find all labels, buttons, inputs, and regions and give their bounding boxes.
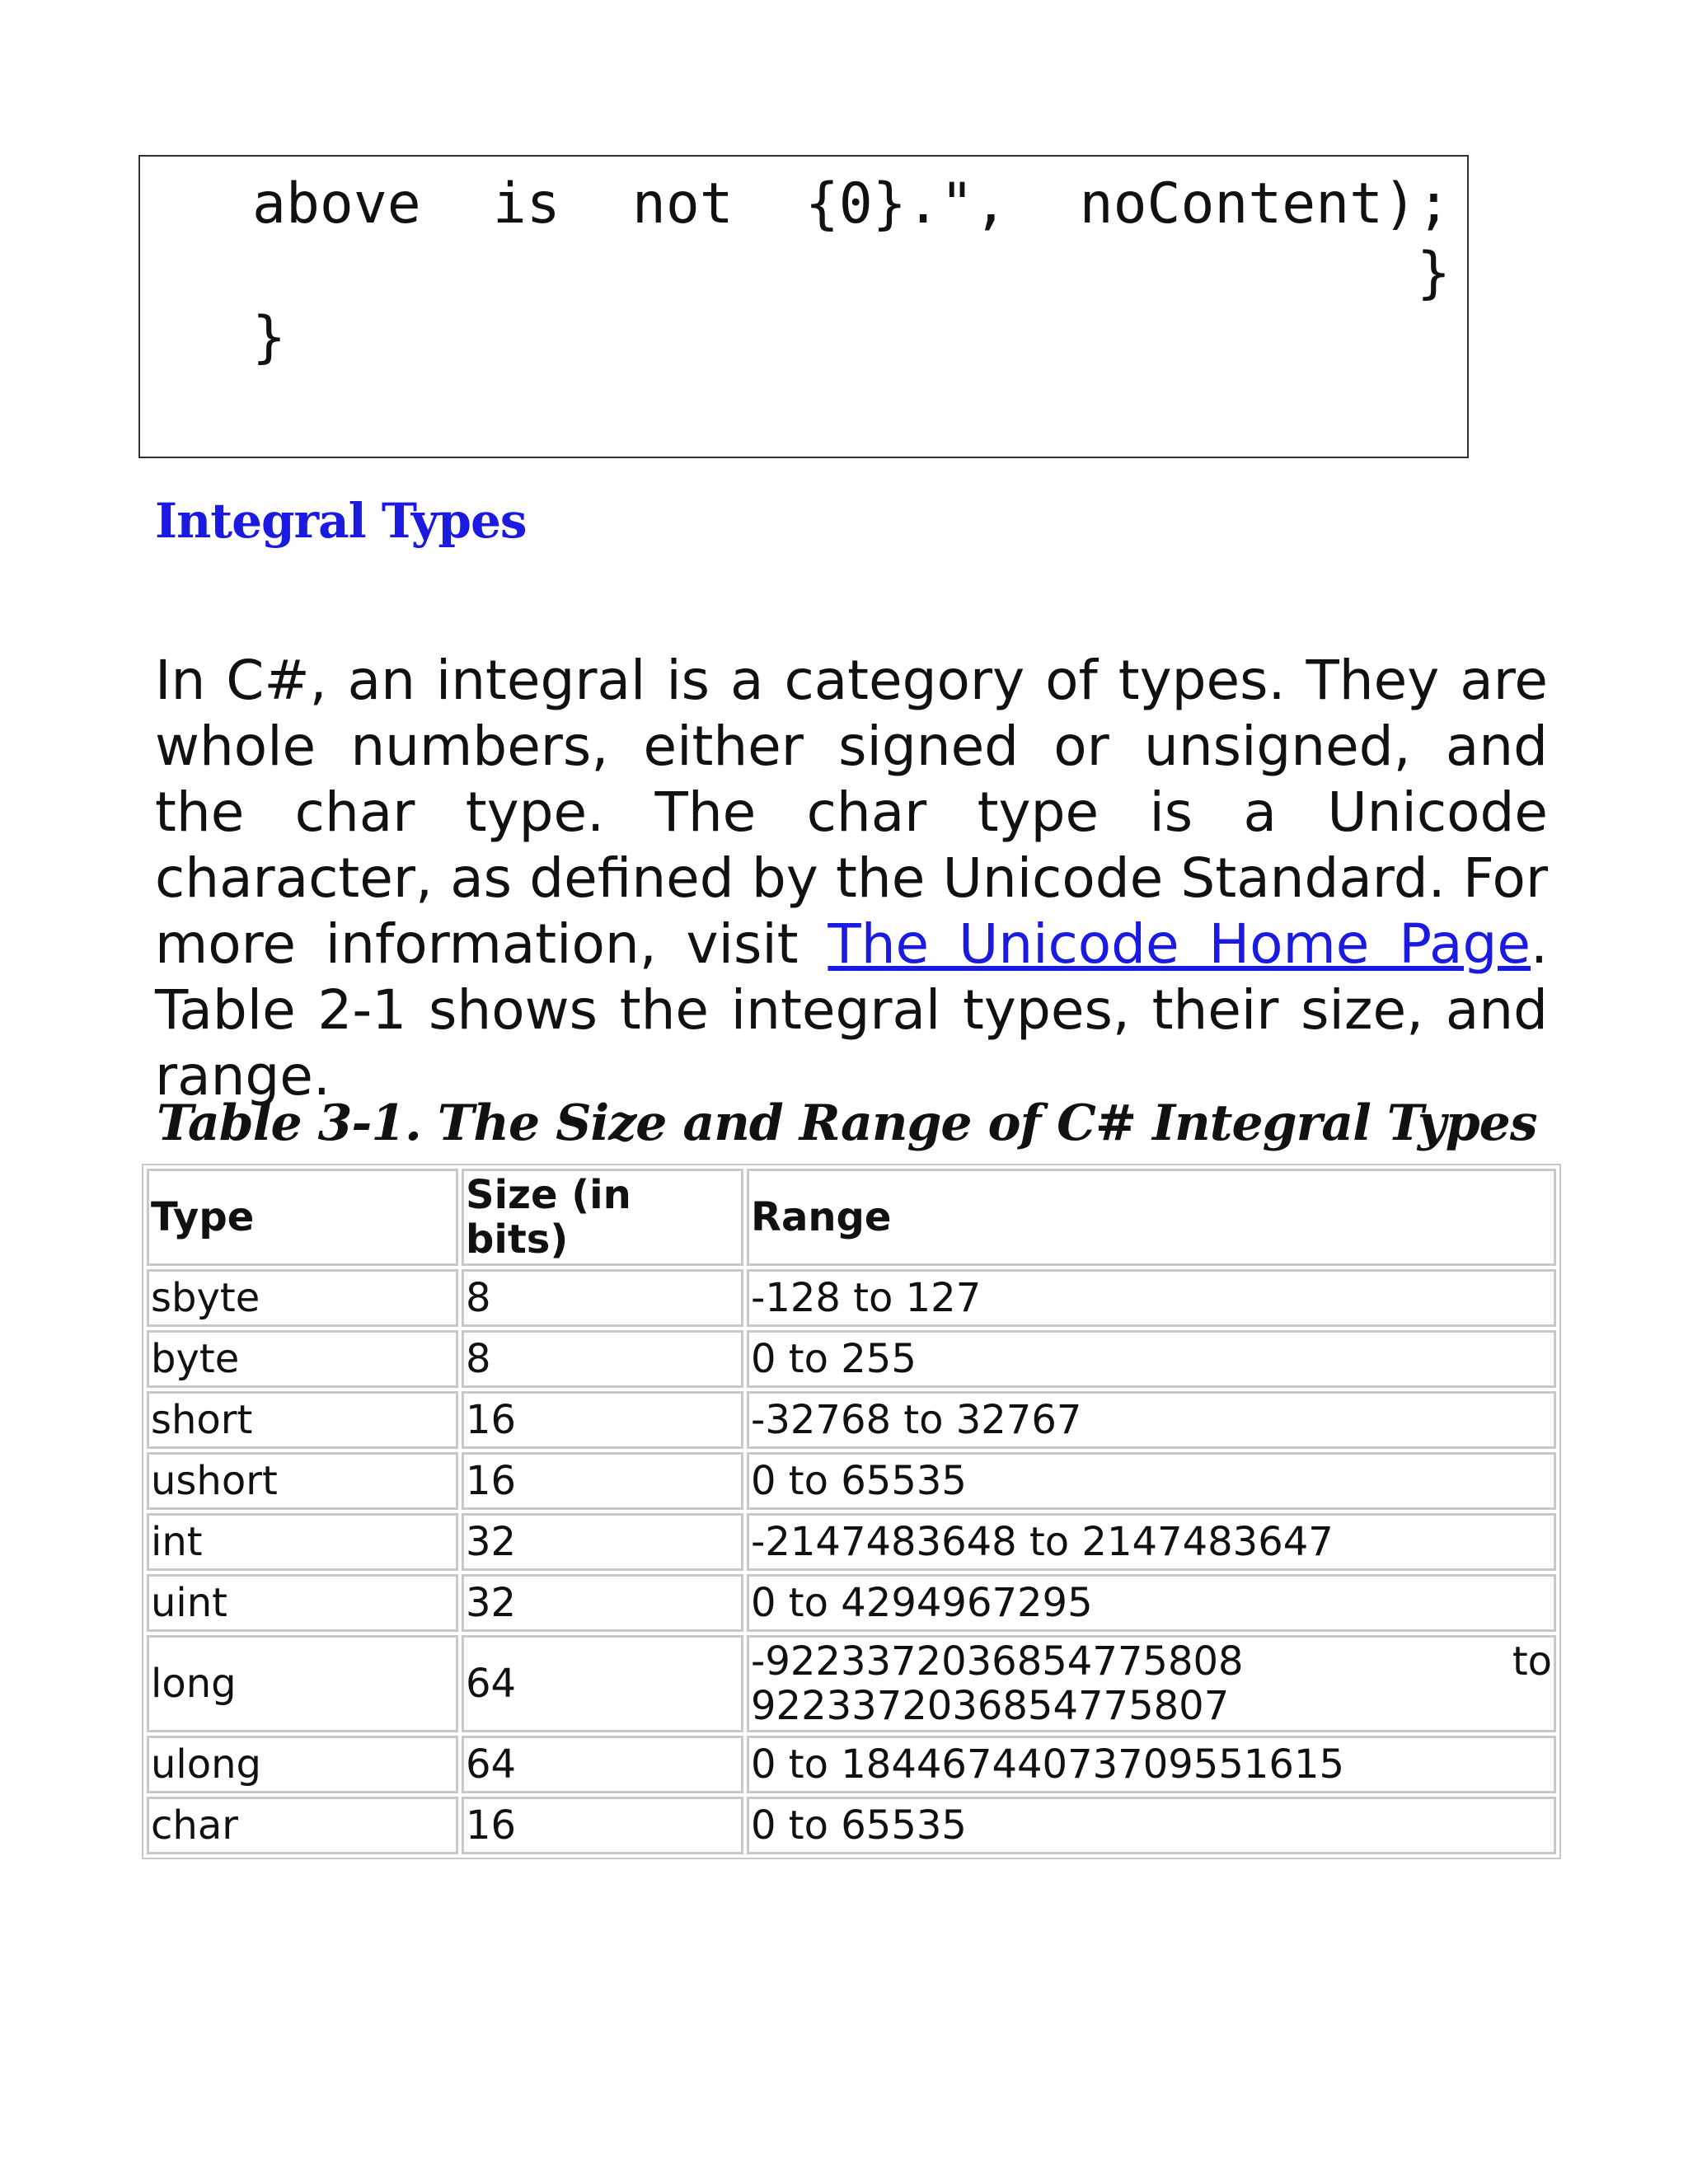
type-cell: ulong [147,1736,458,1793]
type-cell: char [147,1797,458,1854]
code-token: above [252,171,421,237]
integral-types-table [142,1164,1561,1859]
table-row [147,1736,1556,1793]
type-cell: byte [147,1330,458,1388]
code-token: not [631,171,734,237]
range-cell [747,1635,1556,1732]
code-token: noContent); [1079,171,1451,237]
code-closing-brace: } [252,305,286,370]
code-token: {0}.", [804,171,1008,237]
size-cell: 8 [462,1269,743,1327]
size-cell: 8 [462,1330,743,1388]
size-cell: 16 [462,1452,743,1510]
column-header-type: Type [147,1169,458,1266]
size-cell: 16 [462,1391,743,1449]
table-row [147,1391,1556,1449]
range-min: -9223372036854775808 [751,1638,1244,1685]
size-cell: 64 [462,1736,743,1793]
table-row [147,1513,1556,1571]
table-caption: Table 3-1. The Size and Range of C# Integral Types [157,1094,1537,1152]
type-cell: ushort [147,1452,458,1510]
type-cell: uint [147,1574,458,1632]
range-cell: 0 to 65535 [747,1452,1556,1510]
code-closing-brace: } [1417,241,1451,306]
body-paragraph [155,648,1548,1109]
table-header-row [147,1169,1556,1266]
table-row [147,1452,1556,1510]
type-cell: int [147,1513,458,1571]
type-cell: sbyte [147,1269,458,1327]
table-row [147,1330,1556,1388]
range-cell: -32768 to 32767 [747,1391,1556,1449]
range-cell: 0 to 255 [747,1330,1556,1388]
unicode-home-page-link[interactable]: The Unicode Home Page [828,912,1531,976]
range-split-value [751,1639,1552,1728]
size-cell: 32 [462,1513,743,1571]
code-block [138,155,1469,458]
table-row [147,1269,1556,1327]
range-to: to [1512,1638,1552,1685]
range-cell: 0 to 65535 [747,1797,1556,1854]
table-row [147,1635,1556,1732]
table-row [147,1797,1556,1854]
table-row [147,1574,1556,1632]
range-cell: -128 to 127 [747,1269,1556,1327]
column-header-size: Size (in bits) [462,1169,743,1266]
size-cell: 32 [462,1574,743,1632]
section-heading: Integral Types [155,493,527,549]
range-max: 9223372036854775807 [751,1683,1230,1729]
code-token: is [492,171,560,237]
paragraph-text: . Table 2-1 shows the integral types, their size, and range. [155,912,1548,1108]
range-line [751,1639,1552,1684]
range-cell: 0 to 18446744073709551615 [747,1736,1556,1793]
type-cell: short [147,1391,458,1449]
type-cell: long [147,1635,458,1732]
size-cell: 64 [462,1635,743,1732]
size-cell: 16 [462,1797,743,1854]
column-header-range: Range [747,1169,1556,1266]
range-cell: -2147483648 to 2147483647 [747,1513,1556,1571]
paragraph-text: In C#, an integral is a category of types. They are whole numbers, either signed or unsigned, and the char type. The char type is a Unicode character, as defined by the Unicode Standard. For more information, visit [155,649,1548,976]
range-cell: 0 to 4294967295 [747,1574,1556,1632]
code-line [252,168,1451,241]
